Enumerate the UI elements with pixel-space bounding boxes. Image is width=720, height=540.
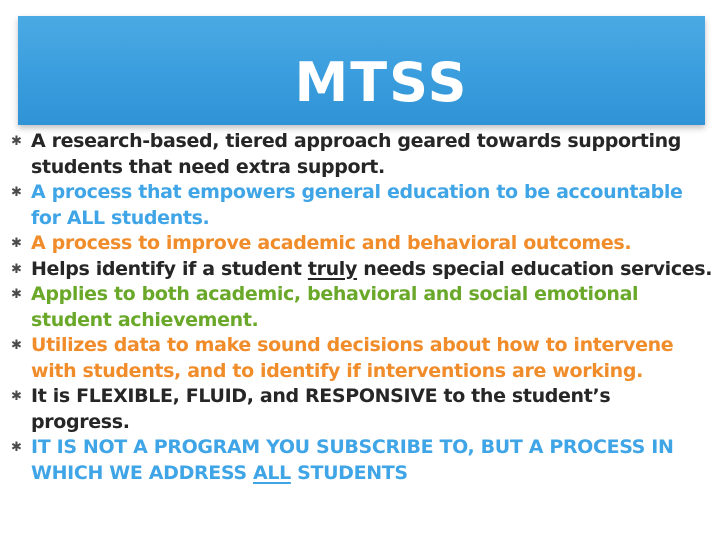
bullet-item — [8, 231, 713, 257]
bullet-text: A process to improve academic and behavioral outcomes. — [31, 232, 632, 254]
bullet-text-post: needs special education services. — [357, 257, 713, 280]
bullet-list — [8, 129, 713, 486]
asterisk-bullet-icon: ✱ — [11, 261, 22, 277]
bullet-text: A process that empowers general education to be accountable for ALL students. — [31, 181, 683, 229]
asterisk-bullet-icon: ✱ — [11, 338, 22, 353]
bullet-text: Utilizes data to make sound decisions about how to intervene with students, and to identify if interventions are working. — [31, 334, 674, 382]
emphasis-underlined: truly — [307, 257, 358, 280]
bullet-text-pre: IT IS NOT A PROGRAM YOU SUBSCRIBE TO, BUT A PROCESS IN WHICH WE ADDRESS — [31, 436, 674, 484]
bullet-item — [8, 435, 713, 486]
asterisk-bullet-icon: ✱ — [11, 185, 22, 200]
bullet-item — [8, 257, 713, 283]
asterisk-bullet-icon: ✱ — [11, 287, 22, 302]
bullet-item — [8, 129, 713, 180]
asterisk-bullet-icon: ✱ — [11, 134, 22, 149]
emphasis-underlined: ALL — [252, 461, 291, 484]
bullet-item — [8, 333, 713, 384]
bullet-item — [8, 384, 713, 435]
bullet-item — [8, 180, 713, 231]
asterisk-bullet-icon: ✱ — [11, 440, 22, 455]
bullet-text: Applies to both academic, behavioral and social emotional student achievement. — [31, 283, 639, 331]
bullet-text: It is FLEXIBLE, FLUID, and RESPONSIVE to the student’s progress. — [31, 385, 611, 433]
bullet-item — [8, 282, 713, 333]
slide-title: MTSS — [294, 51, 469, 114]
asterisk-bullet-icon: ✱ — [11, 236, 22, 251]
bullet-text-post: STUDENTS — [290, 461, 408, 484]
title-banner — [18, 16, 705, 125]
bullet-text-pre: Helps identify if a student — [31, 257, 308, 280]
asterisk-bullet-icon: ✱ — [11, 389, 22, 404]
bullet-text: A research-based, tiered approach geared towards supporting students that need extra support. — [31, 130, 682, 178]
